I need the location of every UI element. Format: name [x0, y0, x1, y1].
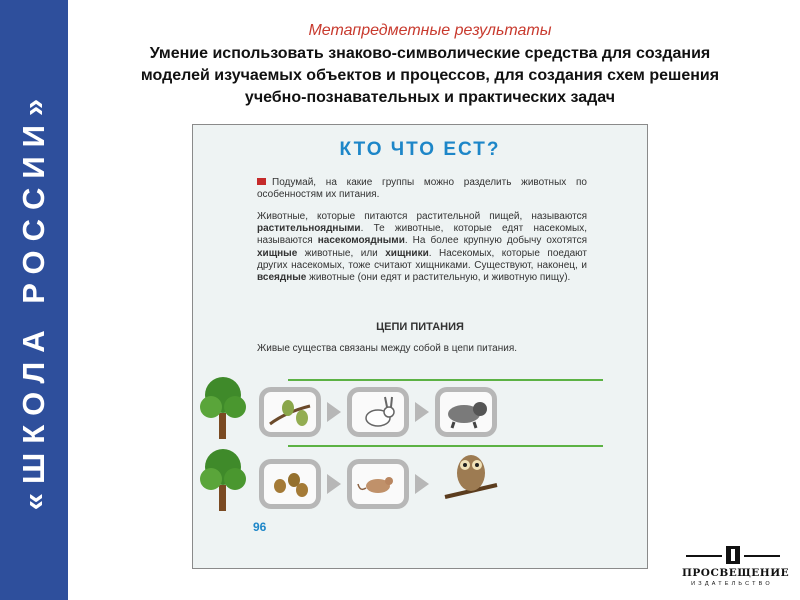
slide-headline: [100, 43, 760, 109]
arrow-icon: [327, 474, 341, 494]
arrow-icon: [327, 402, 341, 422]
chain-box: [347, 459, 409, 509]
page-number: 96: [253, 520, 267, 534]
publisher-logo: [682, 546, 790, 592]
branch-with-leaves-icon: [266, 394, 314, 430]
tree-icon: [199, 373, 247, 441]
headline-line-2: моделей изучаемых объектов и процессов, для создания схем решения: [140, 67, 720, 84]
sidebar: [0, 0, 68, 600]
question-text: Подумай, на какие группы можно разделить животных по особенностям их питания.: [257, 177, 587, 201]
publisher-subtitle: ИЗДАТЕЛЬСТВО: [691, 581, 773, 587]
intro-text: Живые существа связаны между собой в цепи питания.: [257, 343, 518, 354]
question-marker-icon: [257, 178, 266, 185]
chain-divider-1: [288, 379, 603, 381]
lynx-icon: [442, 396, 490, 430]
page-heading: КТО ЧТО ЕСТ?: [339, 139, 501, 160]
publisher-emblem-icon: [684, 546, 780, 564]
mouse-icon: [356, 470, 400, 500]
main-paragraph: Животные, которые питаются растительной пищей, называются растительноядными. Те животные, которые едят насекомых, называются насекомоядными. На более крупную добычу охотятся хищные животные, или хищники. Насекомых, которые поедают других насекомых, тоже считают хищниками. Существуют, наконец, и всеядные животные (они едят и растительную, и животную пищу).: [257, 211, 587, 284]
hare-icon: [356, 394, 400, 430]
slide-subtitle: Метапредметные результаты: [308, 22, 552, 39]
arrow-icon: [415, 402, 429, 422]
headline-line-1: Умение использовать знаково-символические средства для создания: [149, 45, 711, 62]
publisher-name: ПРОСВЕЩЕНИЕ: [682, 567, 790, 579]
owl-icon: [443, 443, 499, 505]
chain-box: [347, 387, 409, 437]
section-subheading: ЦЕПИ ПИТАНИЯ: [376, 321, 464, 333]
arrow-icon: [415, 474, 429, 494]
sidebar-title: «ШКОЛА РОССИИ»: [16, 89, 51, 511]
textbook-page: [192, 124, 648, 569]
chain-box: [259, 387, 321, 437]
chain-box: [259, 459, 321, 509]
acorns-icon: [268, 468, 312, 500]
slide-header: [100, 20, 760, 109]
tree-icon: [199, 445, 247, 513]
chain-box: [435, 387, 497, 437]
headline-line-3: учебно-познавательных и практических задач: [244, 89, 616, 106]
